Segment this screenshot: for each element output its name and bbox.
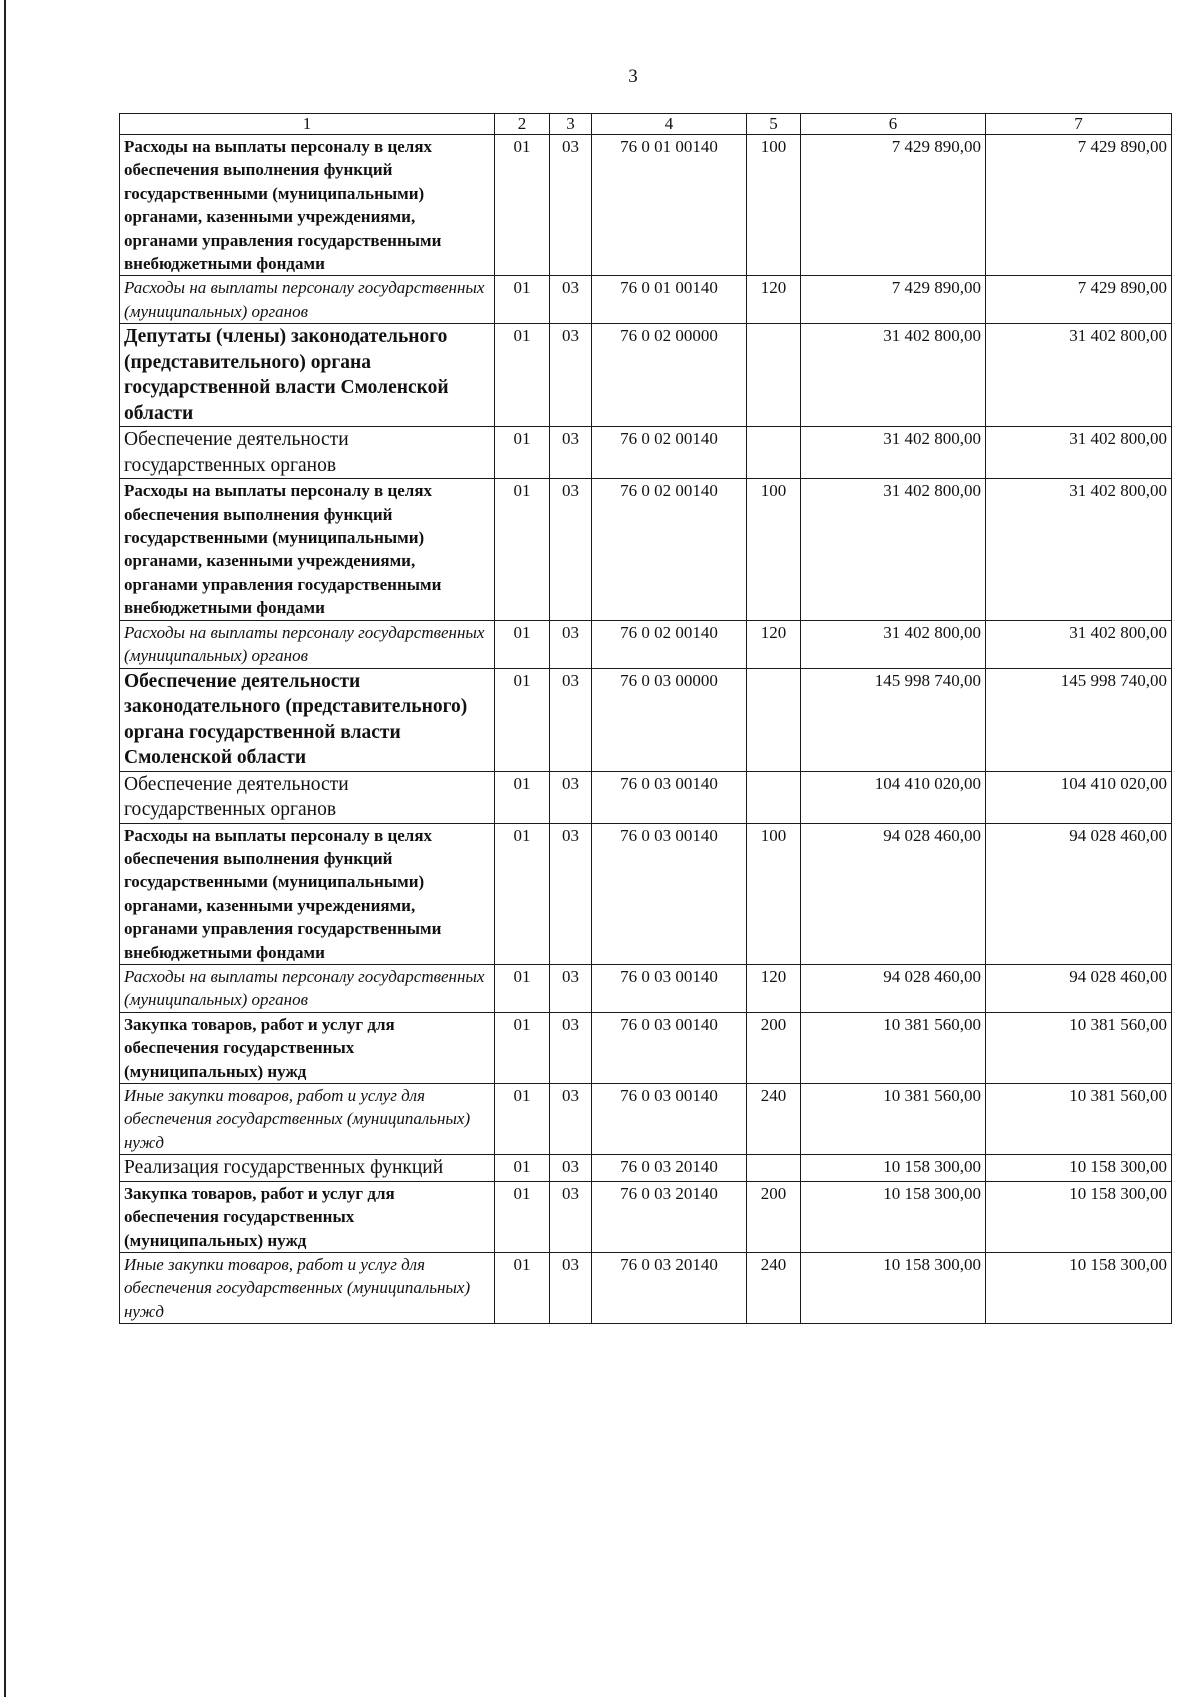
row-amount-year-1: 104 410 020,00: [801, 771, 986, 823]
row-amount-year-2: 31 402 800,00: [986, 620, 1172, 668]
row-expense-type-code: [747, 324, 801, 427]
row-target-item-code: 76 0 02 00000: [592, 324, 747, 427]
header-cell-3: 3: [550, 114, 592, 135]
row-expense-type-code: 200: [747, 1181, 801, 1252]
row-section-code: 01: [495, 823, 550, 964]
row-description: Закупка товаров, работ и услуг для обеспечения государственных (муниципальных) нужд: [120, 1012, 495, 1083]
row-amount-year-2: 10 158 300,00: [986, 1252, 1172, 1323]
table-row: [120, 276, 1172, 324]
row-target-item-code: 76 0 03 00140: [592, 964, 747, 1012]
row-subsection-code: 03: [550, 964, 592, 1012]
table-row: [120, 324, 1172, 427]
row-amount-year-2: 94 028 460,00: [986, 823, 1172, 964]
row-amount-year-1: 10 381 560,00: [801, 1083, 986, 1154]
row-amount-year-1: 7 429 890,00: [801, 276, 986, 324]
row-subsection-code: 03: [550, 1012, 592, 1083]
row-target-item-code: 76 0 02 00140: [592, 427, 747, 479]
row-expense-type-code: [747, 668, 801, 771]
row-expense-type-code: 100: [747, 135, 801, 276]
row-description: Реализация государственных функций: [120, 1155, 495, 1182]
row-description: Расходы на выплаты персоналу в целях обеспечения выполнения функций государственными (муниципальными) органами, казенными учреждениями, органами управления государственными внебюджетными фондами: [120, 823, 495, 964]
row-amount-year-2: 145 998 740,00: [986, 668, 1172, 771]
row-section-code: 01: [495, 1012, 550, 1083]
row-description: Расходы на выплаты персоналу в целях обеспечения выполнения функций государственными (муниципальными) органами, казенными учреждениями, органами управления государственными внебюджетными фондами: [120, 135, 495, 276]
row-description: Расходы на выплаты персоналу государственных (муниципальных) органов: [120, 620, 495, 668]
row-section-code: 01: [495, 427, 550, 479]
row-description: Обеспечение деятельности законодательного (представительного) органа государственной власти Смоленской области: [120, 668, 495, 771]
row-subsection-code: 03: [550, 479, 592, 620]
row-expense-type-code: [747, 1155, 801, 1182]
row-amount-year-2: 104 410 020,00: [986, 771, 1172, 823]
row-subsection-code: 03: [550, 427, 592, 479]
row-target-item-code: 76 0 03 00000: [592, 668, 747, 771]
row-amount-year-1: 145 998 740,00: [801, 668, 986, 771]
row-amount-year-2: 31 402 800,00: [986, 427, 1172, 479]
row-target-item-code: 76 0 03 00140: [592, 823, 747, 964]
row-description: Депутаты (члены) законодательного (представительного) органа государственной власти Смоленской области: [120, 324, 495, 427]
row-subsection-code: 03: [550, 135, 592, 276]
row-target-item-code: 76 0 01 00140: [592, 276, 747, 324]
table-row: [120, 620, 1172, 668]
row-amount-year-1: 10 158 300,00: [801, 1252, 986, 1323]
table-row: [120, 135, 1172, 276]
row-expense-type-code: [747, 771, 801, 823]
header-cell-4: 4: [592, 114, 747, 135]
row-target-item-code: 76 0 02 00140: [592, 479, 747, 620]
row-subsection-code: 03: [550, 324, 592, 427]
row-section-code: 01: [495, 1181, 550, 1252]
row-description: Расходы на выплаты персоналу в целях обеспечения выполнения функций государственными (муниципальными) органами, казенными учреждениями, органами управления государственными внебюджетными фондами: [120, 479, 495, 620]
row-expense-type-code: [747, 427, 801, 479]
row-description: Обеспечение деятельности государственных органов: [120, 427, 495, 479]
row-amount-year-1: 94 028 460,00: [801, 964, 986, 1012]
table-row: [120, 771, 1172, 823]
row-amount-year-1: 7 429 890,00: [801, 135, 986, 276]
table-row: [120, 1252, 1172, 1323]
row-expense-type-code: 120: [747, 964, 801, 1012]
row-target-item-code: 76 0 03 00140: [592, 1012, 747, 1083]
row-expense-type-code: 120: [747, 620, 801, 668]
row-amount-year-2: 10 381 560,00: [986, 1083, 1172, 1154]
row-amount-year-2: 7 429 890,00: [986, 135, 1172, 276]
row-subsection-code: 03: [550, 668, 592, 771]
table-row: [120, 1155, 1172, 1182]
row-subsection-code: 03: [550, 1181, 592, 1252]
row-description: Расходы на выплаты персоналу государственных (муниципальных) органов: [120, 276, 495, 324]
row-amount-year-2: 10 158 300,00: [986, 1155, 1172, 1182]
row-amount-year-2: 7 429 890,00: [986, 276, 1172, 324]
row-description: Иные закупки товаров, работ и услуг для обеспечения государственных (муниципальных) нужд: [120, 1252, 495, 1323]
budget-table: [119, 113, 1172, 1324]
header-cell-2: 2: [495, 114, 550, 135]
table-body: [120, 114, 1172, 1324]
row-amount-year-1: 31 402 800,00: [801, 427, 986, 479]
row-expense-type-code: 200: [747, 1012, 801, 1083]
row-section-code: 01: [495, 771, 550, 823]
row-target-item-code: 76 0 03 20140: [592, 1252, 747, 1323]
row-subsection-code: 03: [550, 1252, 592, 1323]
row-description: Закупка товаров, работ и услуг для обеспечения государственных (муниципальных) нужд: [120, 1181, 495, 1252]
row-target-item-code: 76 0 03 20140: [592, 1155, 747, 1182]
row-subsection-code: 03: [550, 1083, 592, 1154]
header-cell-5: 5: [747, 114, 801, 135]
row-amount-year-2: 31 402 800,00: [986, 479, 1172, 620]
row-section-code: 01: [495, 1155, 550, 1182]
row-section-code: 01: [495, 135, 550, 276]
row-subsection-code: 03: [550, 276, 592, 324]
row-expense-type-code: 100: [747, 479, 801, 620]
header-cell-1: 1: [120, 114, 495, 135]
row-amount-year-1: 31 402 800,00: [801, 620, 986, 668]
row-amount-year-1: 10 158 300,00: [801, 1181, 986, 1252]
row-amount-year-2: 31 402 800,00: [986, 324, 1172, 427]
row-expense-type-code: 100: [747, 823, 801, 964]
row-amount-year-1: 31 402 800,00: [801, 324, 986, 427]
row-description: Иные закупки товаров, работ и услуг для обеспечения государственных (муниципальных) нужд: [120, 1083, 495, 1154]
row-section-code: 01: [495, 668, 550, 771]
row-expense-type-code: 240: [747, 1083, 801, 1154]
row-subsection-code: 03: [550, 771, 592, 823]
row-amount-year-1: 10 158 300,00: [801, 1155, 986, 1182]
header-row: [120, 114, 1172, 135]
row-expense-type-code: 240: [747, 1252, 801, 1323]
row-amount-year-1: 31 402 800,00: [801, 479, 986, 620]
row-subsection-code: 03: [550, 620, 592, 668]
row-description: Расходы на выплаты персоналу государственных (муниципальных) органов: [120, 964, 495, 1012]
table-row: [120, 1181, 1172, 1252]
table-row: [120, 823, 1172, 964]
row-section-code: 01: [495, 1083, 550, 1154]
row-target-item-code: 76 0 03 00140: [592, 1083, 747, 1154]
table-row: [120, 668, 1172, 771]
row-section-code: 01: [495, 964, 550, 1012]
header-cell-7: 7: [986, 114, 1172, 135]
table-row: [120, 1083, 1172, 1154]
row-subsection-code: 03: [550, 1155, 592, 1182]
row-amount-year-2: 10 381 560,00: [986, 1012, 1172, 1083]
page-number: 3: [628, 66, 638, 87]
row-subsection-code: 03: [550, 823, 592, 964]
row-target-item-code: 76 0 01 00140: [592, 135, 747, 276]
row-amount-year-2: 94 028 460,00: [986, 964, 1172, 1012]
table-row: [120, 427, 1172, 479]
scan-margin-line: [4, 0, 6, 1697]
row-section-code: 01: [495, 620, 550, 668]
header-cell-6: 6: [801, 114, 986, 135]
table-row: [120, 479, 1172, 620]
row-target-item-code: 76 0 02 00140: [592, 620, 747, 668]
table-row: [120, 964, 1172, 1012]
row-target-item-code: 76 0 03 20140: [592, 1181, 747, 1252]
row-section-code: 01: [495, 1252, 550, 1323]
row-section-code: 01: [495, 479, 550, 620]
row-target-item-code: 76 0 03 00140: [592, 771, 747, 823]
row-amount-year-1: 94 028 460,00: [801, 823, 986, 964]
row-description: Обеспечение деятельности государственных органов: [120, 771, 495, 823]
row-section-code: 01: [495, 324, 550, 427]
table-row: [120, 1012, 1172, 1083]
row-section-code: 01: [495, 276, 550, 324]
row-expense-type-code: 120: [747, 276, 801, 324]
row-amount-year-2: 10 158 300,00: [986, 1181, 1172, 1252]
row-amount-year-1: 10 381 560,00: [801, 1012, 986, 1083]
